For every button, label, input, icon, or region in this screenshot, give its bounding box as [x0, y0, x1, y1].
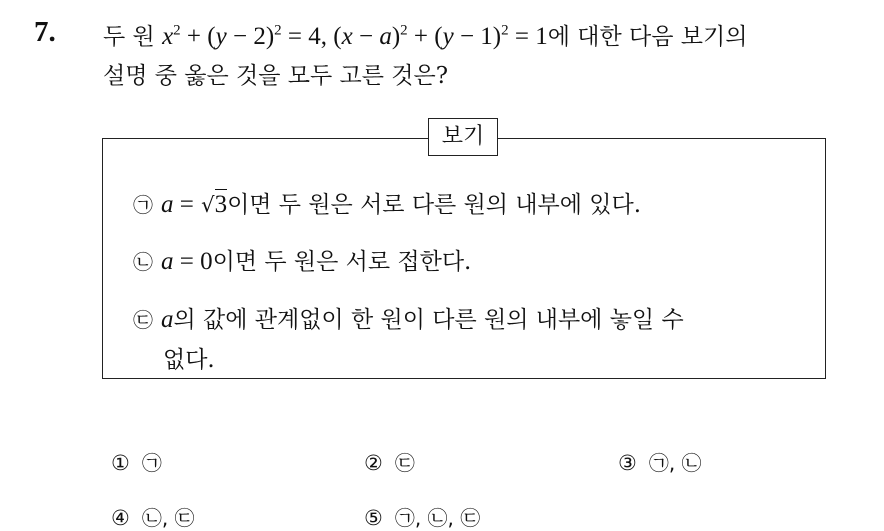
circle-equation-2: $(x - a)^2 + (y - 1)^2 = 1$	[327, 22, 548, 50]
item-text: 이면 두 원은 서로 다른 원의 내부에 있다.	[227, 192, 642, 218]
choice-value: ㉡, ㉢	[141, 506, 195, 530]
choice-value: ㉢	[394, 451, 415, 475]
choice-number: ④	[111, 506, 130, 530]
item-math: a	[161, 306, 174, 333]
example-item-1	[133, 186, 641, 219]
item-marker: ㉠	[133, 193, 153, 217]
item-text: 의 값에 관계없이 한 원이 다른 원의 내부에 놓일 수	[173, 307, 684, 333]
item-marker: ㉢	[133, 308, 153, 332]
item-math: a = 0	[161, 248, 213, 275]
choice-2[interactable]	[364, 447, 415, 476]
choice-5[interactable]	[364, 502, 480, 531]
question-text-line-1	[103, 18, 747, 51]
example-item-2	[133, 243, 471, 276]
item-marker: ㉡	[133, 250, 153, 274]
choice-value: ㉠, ㉡, ㉢	[394, 506, 481, 530]
question-lead: 두 원	[103, 24, 163, 50]
choice-3[interactable]	[618, 447, 702, 476]
choice-1[interactable]	[111, 447, 162, 476]
sqrt-symbol: √	[201, 193, 215, 217]
choice-number: ①	[111, 451, 130, 475]
choice-number: ②	[364, 451, 383, 475]
choice-4[interactable]	[111, 502, 195, 531]
choice-value: ㉠, ㉡	[648, 451, 702, 475]
choice-number: ③	[618, 451, 637, 475]
choice-value: ㉠	[141, 451, 162, 475]
item-math: a =	[161, 191, 194, 218]
question-text-line-2: 설명 중 옳은 것을 모두 고른 것은?	[103, 63, 449, 89]
example-item-3	[133, 301, 684, 334]
item-text: 이면 두 원은 서로 접한다.	[212, 249, 472, 275]
circle-equation-1: $x^2 + (y - 2)^2 = 4$,	[162, 22, 328, 50]
sqrt-radicand: 3	[214, 191, 228, 218]
example-item-3-continuation: 없다.	[163, 347, 215, 373]
question-number: 7.	[34, 16, 56, 48]
choice-number: ⑤	[364, 506, 383, 530]
example-box-title: 보기	[428, 118, 498, 156]
question-tail: 에 대한 다음 보기의	[547, 24, 748, 50]
